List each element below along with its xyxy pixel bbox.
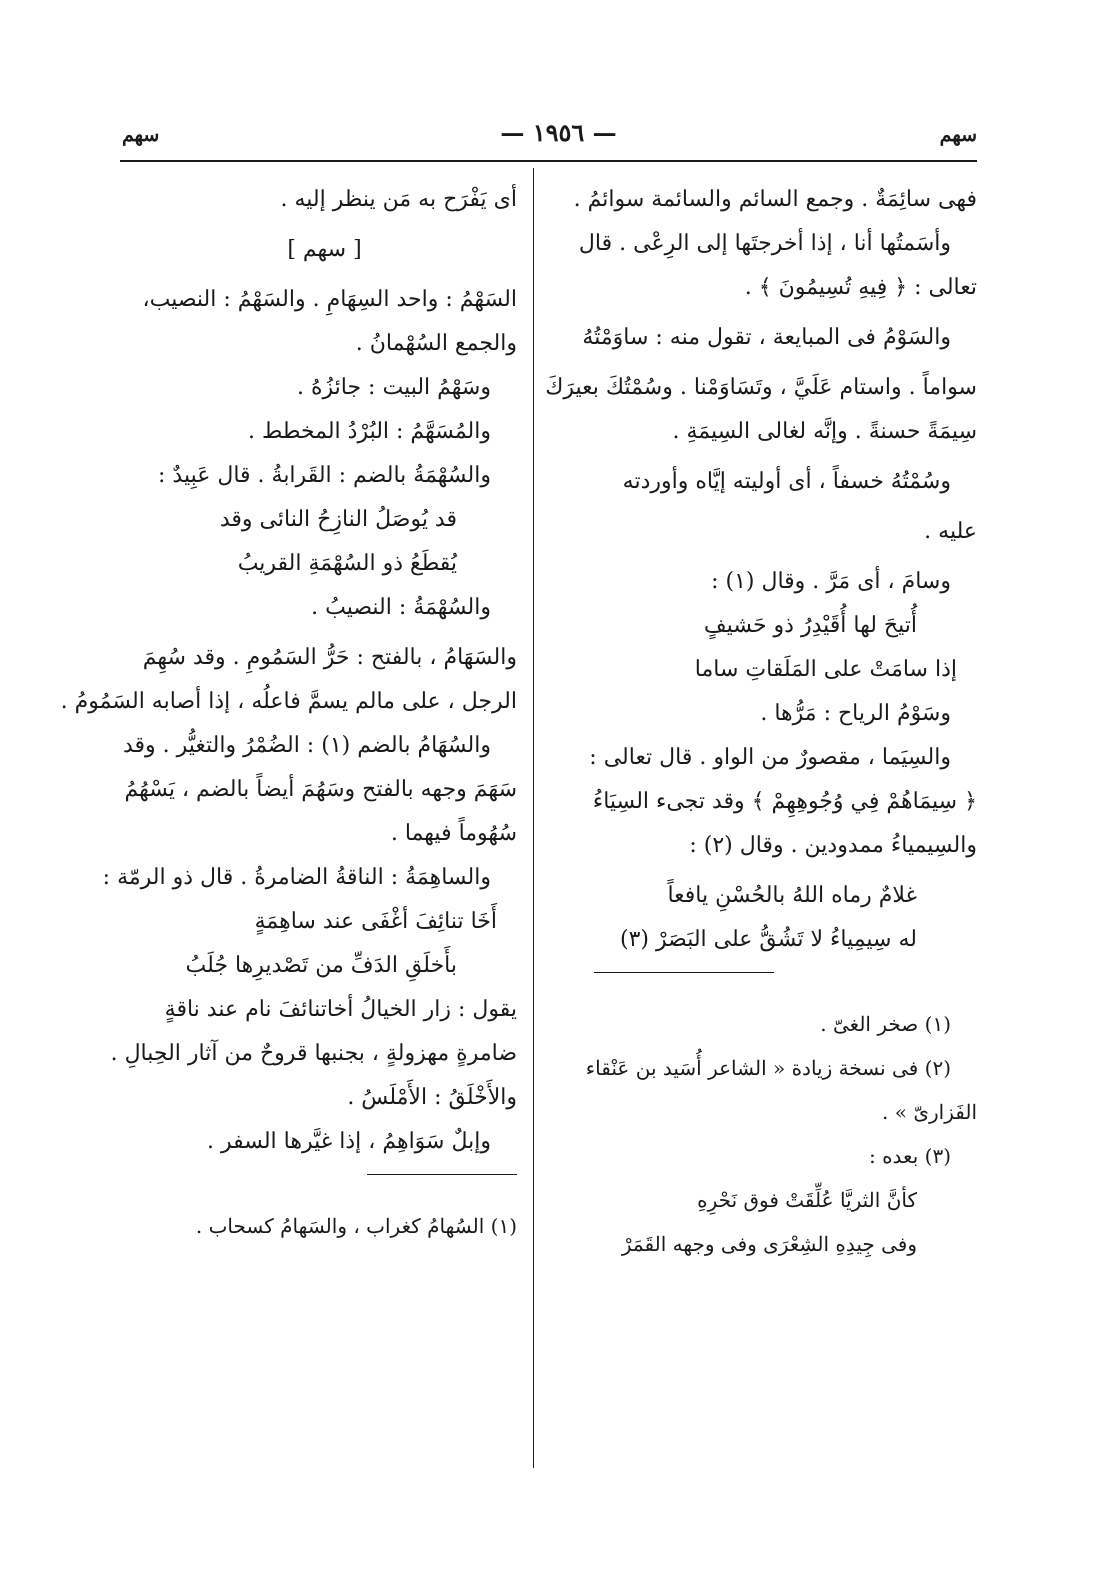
text-line: وإبلٌ سَوَاهِمُ ، إذا غيَّرها السفر . — [206, 1129, 491, 1154]
text-line: والأَخْلَقُ : الأَمْلَسُ . — [347, 1085, 517, 1110]
text-line: وأسَمتُها أنا ، إذا أخرجتَها إلى الرِعْى . قال — [578, 231, 951, 256]
verse-line: بأَخلَقِ الدَفِّ من تَصْديرِها جُلَبُ — [185, 953, 457, 978]
text-line: سِيمَةً حسنةً . وإنَّه لغالى السِيمَةِ . — [672, 419, 977, 444]
text-line: وسَوْمُ الرياح : مَرُّها . — [760, 701, 951, 726]
verse-line: له سِيمِياءُ لا تَشُقُّ على البَصَرْ (٣) — [619, 927, 917, 952]
text-line: أى يَفْرَح به مَن ينظر إليه . — [280, 187, 517, 212]
running-head-left: سهم — [122, 124, 160, 146]
text-line: والجمع السُهْمانُ . — [355, 331, 517, 356]
text-line: والسُهْمَةُ : النصيبُ . — [311, 595, 491, 620]
footnote-rule — [594, 972, 774, 973]
text-line: تعالى : ﴿ فِيهِ تُسِيمُونَ ﴾ . — [744, 275, 977, 300]
footnote-line: (٢) فى نسخة زيادة « الشاعر أُسَيد بن عَنْقاء — [585, 1056, 951, 1080]
text-line: والسِيمياءُ ممدودين . وقال (٢) : — [689, 833, 977, 858]
running-head-right: سهم — [939, 124, 977, 146]
footnote-line: (٣) بعده : — [868, 1144, 951, 1168]
footnote-line: (١) السُهامُ كغراب ، والسَهامُ كسحاب . — [195, 1214, 517, 1238]
verse-line: غلامٌ رماه اللهُ بالحُسْنِ يافعاً — [667, 883, 917, 908]
text-line: وسَهْمُ البيت : جائزُهُ . — [296, 375, 491, 400]
footnote-verse: وفى جِيدِهِ الشِعْرَى وفى وجهه القَمَرْ — [621, 1232, 917, 1256]
text-line: عليه . — [924, 519, 977, 544]
text-line: ضامرةٍ مهزولةٍ ، بجنبها قروحٌ من آثار الحِبالِ . — [110, 1041, 517, 1066]
footnote-verse: كأنَّ الثريَّا عُلِّقَتْ فوق نَحْرِهِ — [697, 1188, 917, 1212]
entry-heading: [ سهم ] — [287, 237, 362, 262]
text-line: وسُمْتُهُ خسفاً ، أى أوليته إيَّاه وأوردته — [622, 469, 951, 494]
text-line: وسامَ ، أى مَرَّ . وقال (١) : — [711, 569, 951, 594]
text-line: يقول : زار الخيالُ أخاتنائفَ نام عند ناقةٍ — [164, 997, 517, 1022]
right-column — [545, 178, 977, 1266]
verse-line: أَخَا تنائِفَ أغْفَى عند ساهِمَةٍ — [254, 909, 497, 934]
column-divider — [533, 168, 534, 1468]
footnote-line: (١) صخر الغىّ . — [820, 1012, 951, 1036]
text-line: والسُهْمَةُ بالضم : القَرابةُ . قال عَبِيدٌ : — [157, 463, 491, 488]
footnote-line: الفَزارىّ » . — [882, 1100, 977, 1124]
header-rule — [120, 160, 977, 162]
text-line: الرجل ، على مالم يسمَّ فاعلُه ، إذا أصابه السَمُومُ . — [60, 689, 517, 714]
verse-line: يُقطَعُ ذو السُهْمَةِ القريبُ — [237, 551, 457, 576]
text-line: ﴿ سِيمَاهُمْ فِي وُجُوهِهِمْ ﴾ وقد تجىء السِيَاءُ — [592, 789, 977, 814]
footnote-rule — [367, 1174, 517, 1175]
text-line: والسَوْمُ فى المبايعة ، تقول منه : ساوَمْتُهُ — [582, 325, 951, 350]
text-line: سَهَمَ وجهه بالفتح وسَهُمَ أيضاً بالضم ، يَسْهُمُ — [124, 777, 517, 802]
text-line: السَهْمُ : واحد السِهَامِ . والسَهْمُ : النصيب، — [142, 287, 517, 312]
text-line: والسِيَما ، مقصورٌ من الواو . قال تعالى : — [589, 745, 951, 770]
verse-line: إذا سامَتْ على المَلَقاتِ ساما — [694, 657, 957, 682]
text-line: سواماً . واستام عَلَيَّ ، وتَسَاوَمْنا . وسُمْتُكَ بعيرَكَ — [545, 375, 977, 400]
text-line: والسَهَامُ ، بالفتح : حَرُّ السَمُومِ . وقد سُهِمَ — [142, 645, 517, 670]
left-column — [60, 178, 517, 1248]
page-number: — ١٩٥٦ — — [500, 118, 617, 147]
text-line: سُهُوماً فيهما . — [390, 821, 517, 846]
text-line: والسُهَامُ بالضم (١) : الضُمْرُ والتغيُّر . وقد — [122, 733, 491, 758]
text-line: والساهِمَةُ : الناقةُ الضامرةُ . قال ذو الرمّة : — [102, 865, 491, 890]
footnote-rule-container — [132, 1164, 517, 1204]
verse-line: أُتيحَ لها أُقَيْدِرُ ذو حَشيفٍ — [703, 613, 917, 638]
footnote-rule-container — [584, 962, 977, 1002]
text-line: والمُسَهَّمُ : البُرْدُ المخطط . — [248, 419, 491, 444]
verse-line: قد يُوصَلُ النازِحُ النائى وقد — [219, 507, 457, 532]
text-line: فهى سائِمَةٌ . وجمع السائم والسائمة سوائمُ . — [573, 187, 977, 212]
